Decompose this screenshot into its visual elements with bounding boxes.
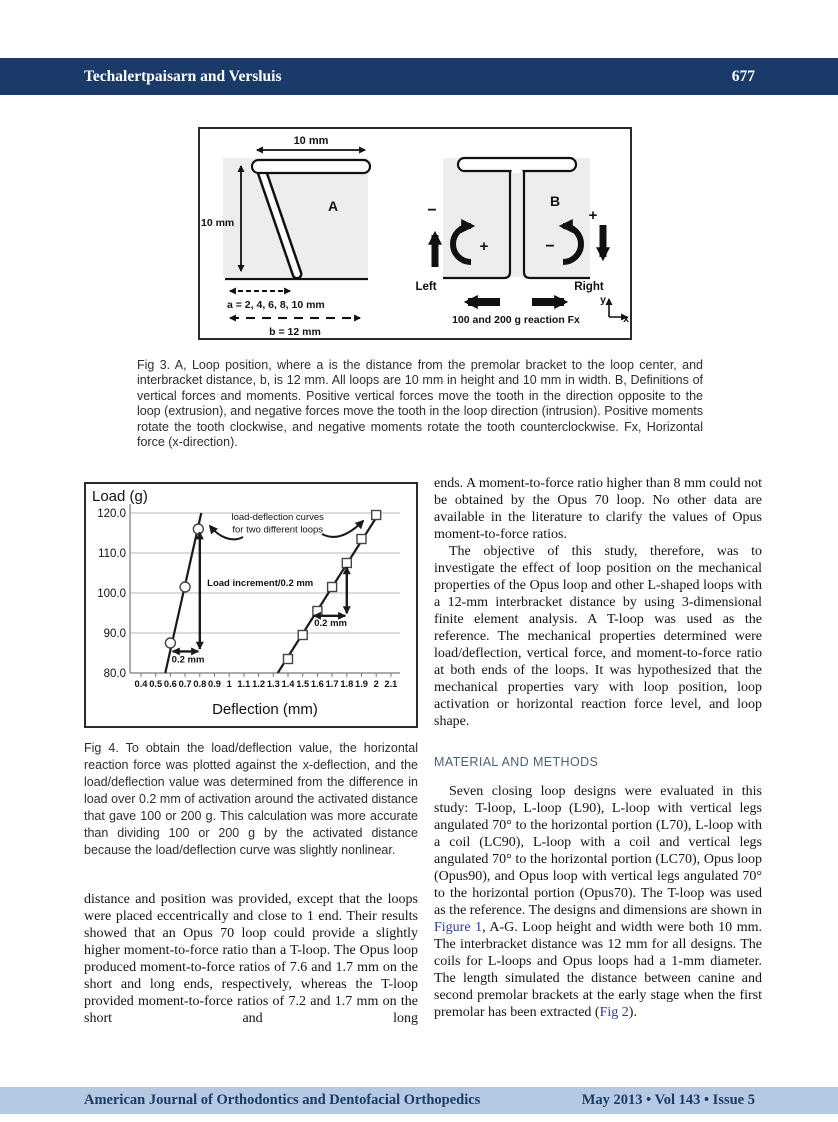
right-column	[434, 475, 762, 1021]
loop-top-bar	[252, 160, 370, 173]
x-tick-label: 0.6	[163, 679, 177, 689]
x-axis-label: x	[623, 313, 629, 325]
figure3-caption: Fig 3. A, Loop position, where a is the distance from the premolar bracket to the loop center, and interbracket distance, b, is 12 mm. All loops are 10 mm in height and 10 mm in width. B, Definitions of vertical forces and moments. Positive vertical forces move the tooth in the direction opposite to the loop (extrusion), and negative forces move the tooth in the loop direction (intrusion). Positive moments rotate the tooth clockwise, and negative moments rotate the tooth counterclockwise. Fx, Horizontal force (x-direction).	[137, 358, 703, 450]
x-tick-label: 0.7	[178, 679, 192, 689]
circle-marker	[180, 582, 190, 592]
circle-marker	[193, 524, 203, 534]
t-loop-top-bar	[458, 158, 576, 171]
fig2-link[interactable]: Fig 2	[599, 1005, 629, 1020]
annotation-label: Load increment/0.2 mm	[207, 577, 314, 589]
panel-a	[201, 135, 370, 338]
annotation-label: 0.2 mm	[171, 654, 205, 666]
plus-sign-left: +	[479, 238, 489, 255]
figure3-image	[198, 127, 632, 340]
x-tick-label: 0.4	[134, 679, 148, 689]
x-tick-label: 1.4	[281, 679, 295, 689]
right-paragraph-3	[434, 783, 762, 1021]
right-paragraph-2: The objective of this study, therefore, was to investigate the effect of loop position on the mechanical properties of the Opus loop and other L-shaped loops with a 12-mm interbracket distance by using 3-dimensional finite element analysis. A T-loop was used as the reference. The mechanical properties determined were load/deflection, vertical force, and moment-to-force ratio at both ends of the loops. It was hypothesized that the mechanical properties vary with loop position, loop activation or horizontal reaction force level, and loop shape.	[434, 544, 762, 729]
annotation-label: 0.2 mm	[314, 617, 348, 629]
right-paragraph-1: ends. A moment-to-force ratio higher than 8 mm could not be obtained by the Opus 70 loop. No other data are available in the literature to clarify the values of Opus moment-to-force ratios.	[434, 476, 762, 542]
page-number: 677	[731, 67, 755, 85]
issue-info: May 2013 • Vol 143 • Issue 5	[581, 1092, 755, 1108]
square-marker	[313, 607, 322, 616]
square-marker	[298, 631, 307, 640]
width-dimension-label: 10 mm	[293, 135, 329, 147]
y-tick-label: 120.0	[97, 507, 126, 520]
panel-a-label: A	[328, 198, 339, 214]
footer-bar	[0, 1087, 838, 1114]
left-column-paragraph: distance and position was provided, except that the loops were placed eccentrically and close to 1 end. Their results showed that an Opus 70 loop could provide a slightly higher moment-to-force ratio than a T-loop. The Opus loop produced moment-to-force ratios of 7.6 and 1.7 mm on the short and long ends, respectively, whereas the T-loop provided moment-to-force ratios of 7.2 and 1.7 mm on the short and long	[84, 892, 418, 1026]
x-tick-label: 1.8	[340, 679, 354, 689]
left-column	[84, 891, 418, 1027]
annotation-note: load-deflection curves	[231, 512, 324, 524]
reaction-label: 100 and 200 g reaction Fx	[452, 314, 580, 326]
right-paragraph-3-part2: , A-G. Loop height and width were both 10 mm. The interbracket distance was 12 mm for all designs. The coils for L-loops and Opus loops had a 1-mm diameter. The length simulated the distance between canine and second premolar brackets at the early stage when the first premolar has been extracted (	[434, 920, 762, 1020]
right-paragraph-3-part1: Seven closing loop designs were evaluated in this study: T-loop, L-loop (L90), L-loop with vertical legs angulated 70° to the horizontal portion (L70), L-loop with a coil (LC90), L-loop with a coil and vertical legs angulated 70° to the horizontal portion (LC70), Opus loop (Opus90), and Opus loop with vertical legs angulated 70° to the horizontal portion (Opus70). The T-loop was used as the reference. The designs and dimensions are shown in	[434, 784, 762, 918]
x-tick-label: 1.2	[252, 679, 266, 689]
figure4-caption: Fig 4. To obtain the load/deflection value, the horizontal reaction force was plotted against the x-deflection, and the load/deflection value was determined from the difference in load over 0.2 mm of activation around the activated distance that gave 100 or 200 g. This calculation was more accurate than dividing 100 or 200 g by the activated distance because the load/deflection curve was slightly nonlinear.	[84, 741, 418, 857]
header-bar	[0, 58, 838, 95]
y-axis-title: Load (g)	[92, 488, 148, 505]
minus-sign-right: −	[545, 238, 555, 255]
height-dimension-label: 10 mm	[201, 217, 235, 229]
annotation-note: for two different loops	[232, 524, 324, 536]
x-tick-label: 1.1	[237, 679, 251, 689]
right-label: Right	[574, 281, 604, 293]
x-tick-label: 2.1	[384, 679, 398, 689]
running-title: Techalertpaisarn and Versluis	[84, 67, 282, 85]
t-loop-junction	[512, 170, 523, 174]
x-tick-label: 1.3	[266, 679, 280, 689]
x-tick-label: 0.9	[208, 679, 221, 689]
fig3-illustration	[200, 129, 630, 338]
figure1-link[interactable]: Figure 1	[434, 920, 483, 935]
x-tick-label: 1.9	[355, 679, 368, 689]
y-axis-label: y	[600, 294, 606, 306]
x-tick-label: 0.8	[193, 679, 207, 689]
y-tick-label: 110.0	[98, 547, 126, 560]
x-tick-label: 2	[373, 679, 379, 689]
left-label: Left	[415, 281, 437, 293]
x-tick-label: 1	[226, 679, 232, 689]
square-marker	[357, 535, 366, 544]
x-tick-label: 0.5	[149, 679, 163, 689]
y-tick-label: 90.0	[103, 627, 126, 640]
x-tick-label: 1.5	[296, 679, 310, 689]
x-axis-title: Deflection (mm)	[212, 701, 318, 718]
panel-b-label: B	[550, 193, 561, 209]
y-tick-label: 80.0	[103, 667, 126, 680]
figure4-chart	[84, 482, 418, 728]
y-tick-label: 100.0	[97, 587, 126, 600]
minus-sign-left: −	[427, 202, 437, 219]
plus-sign-right: +	[588, 207, 598, 224]
square-marker	[372, 511, 381, 520]
distance-a-label: a = 2, 4, 6, 8, 10 mm	[227, 299, 325, 311]
section-heading-material-and-methods: MATERIAL AND METHODS	[434, 755, 599, 769]
distance-b-label: b = 12 mm	[269, 326, 321, 338]
journal-name: American Journal of Orthodontics and Dentofacial Orthopedics	[84, 1092, 481, 1108]
square-marker	[284, 655, 293, 664]
panel-b	[415, 158, 629, 326]
x-tick-label: 1.7	[325, 679, 339, 689]
circle-marker	[165, 638, 175, 648]
x-tick-label: 1.6	[310, 679, 324, 689]
square-marker	[342, 559, 351, 568]
square-marker	[328, 583, 337, 592]
right-paragraph-3-part3: ).	[628, 1005, 637, 1020]
load-deflection-plot	[86, 484, 416, 726]
